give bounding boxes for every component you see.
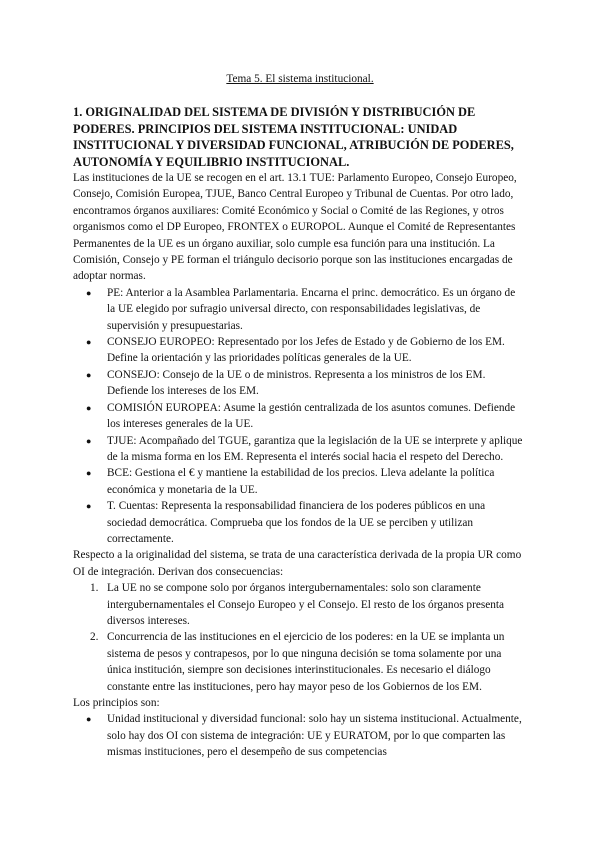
list-item: ● TJUE: Acompañado del TGUE, garantiza que la legislación de la UE se interprete y aplique de la misma forma en los EM. Representa el interés social hacia el respeto del Derecho. (73, 433, 525, 466)
document-title: Tema 5. El sistema institucional. (226, 73, 374, 85)
list-item: ● PE: Anterior a la Asamblea Parlamentaria. Encarna el princ. democrático. Es un órgano de la UE elegido por sufragio universal directo, con responsabilidades legislativas, de supervisión y presupuestarias. (73, 285, 525, 334)
originality-paragraph: Respecto a la originalidad del sistema, se trata de una característica derivada de la propia UR como OI de integración. Derivan dos consecuencias: (73, 549, 522, 578)
list-number: 2. (90, 631, 99, 644)
principles-list (73, 711, 525, 760)
list-item (73, 629, 525, 695)
list-item (73, 580, 525, 629)
list-item: ● CONSEJO EUROPEO: Representado por los Jefes de Estado y de Gobierno de los EM. Define la orientación y las prioridades políticas generales de la UE. (73, 334, 525, 367)
list-item-text: Concurrencia de las instituciones en el ejercicio de los poderes: en la UE se implanta un sistema de pesos y contrapesos, por lo que ninguna decisión se toma solamente por una única institución, siempre son decisiones interinstitucionales. Es necesario el diálogo constante entre las instituciones, pero hay mayor peso de los Gobiernos de los EM. (107, 631, 505, 693)
list-item: ● Unidad institucional y diversidad funcional: solo hay un sistema institucional. Actualmente, solo hay dos OI con sistema de integración: UE y EURATOM, por lo que comparten las mismas instituciones, pero el desempeño de sus competencias (73, 711, 525, 760)
principles-intro: Los principios son: (73, 697, 160, 709)
list-item: ● COMISIÓN EUROPEA: Asume la gestión centralizada de los asuntos comunes. Defiende los intereses generales de la UE. (73, 400, 525, 433)
list-number: 1. (90, 582, 99, 595)
list-item: ● T. Cuentas: Representa la responsabilidad financiera de los poderes públicos en una sociedad democrática. Comprueba que los fondos de la UE se perciben y utilizan correctamente. (73, 498, 525, 547)
document-body (73, 170, 525, 761)
consequences-list (73, 580, 525, 695)
list-item: ● CONSEJO: Consejo de la UE o de ministros. Representa a los ministros de los EM. Defiende los intereses de los EM. (73, 367, 525, 400)
list-item: ● BCE: Gestiona el € y mantiene la estabilidad de los precios. Lleva adelante la política económica y monetaria de la UE. (73, 465, 525, 498)
institutions-list (73, 285, 525, 548)
intro-paragraph: Las instituciones de la UE se recogen en el art. 13.1 TUE: Parlamento Europeo, Consejo Europeo, Consejo, Comisión Europea, TJUE, Banco Central Europeo y Tribunal de Cuentas. Por otro lado, encontramos órganos auxiliares: Comité Económico y Social o Comité de las Regiones, y otros organismos como el DP Europeo, FRONTEX o EUROPOL. Aunque el Comité de Representantes Permanentes de la UE es un órgano auxiliar, solo cumple esa función para una institución. La Comisión, Consejo y PE forman el triángulo decisorio porque son las instituciones encargadas de adoptar normas. (73, 172, 517, 283)
section-heading: 1. ORIGINALIDAD DEL SISTEMA DE DIVISIÓN Y DISTRIBUCIÓN DE PODERES. PRINCIPIOS DEL SISTEMA INSTITUCIONAL: UNIDAD INSTITUCIONAL Y DIVERSIDAD FUNCIONAL, ATRIBUCIÓN DE PODERES, AUTONOMÍA Y EQUILIBRIO INSTITUCIONAL. (73, 105, 514, 169)
list-item-text: La UE no se compone solo por órganos intergubernamentales: solo son claramente intergubernamentales el Consejo Europeo y el Consejo. El resto de los órganos presenta diversos intereses. (107, 582, 505, 627)
